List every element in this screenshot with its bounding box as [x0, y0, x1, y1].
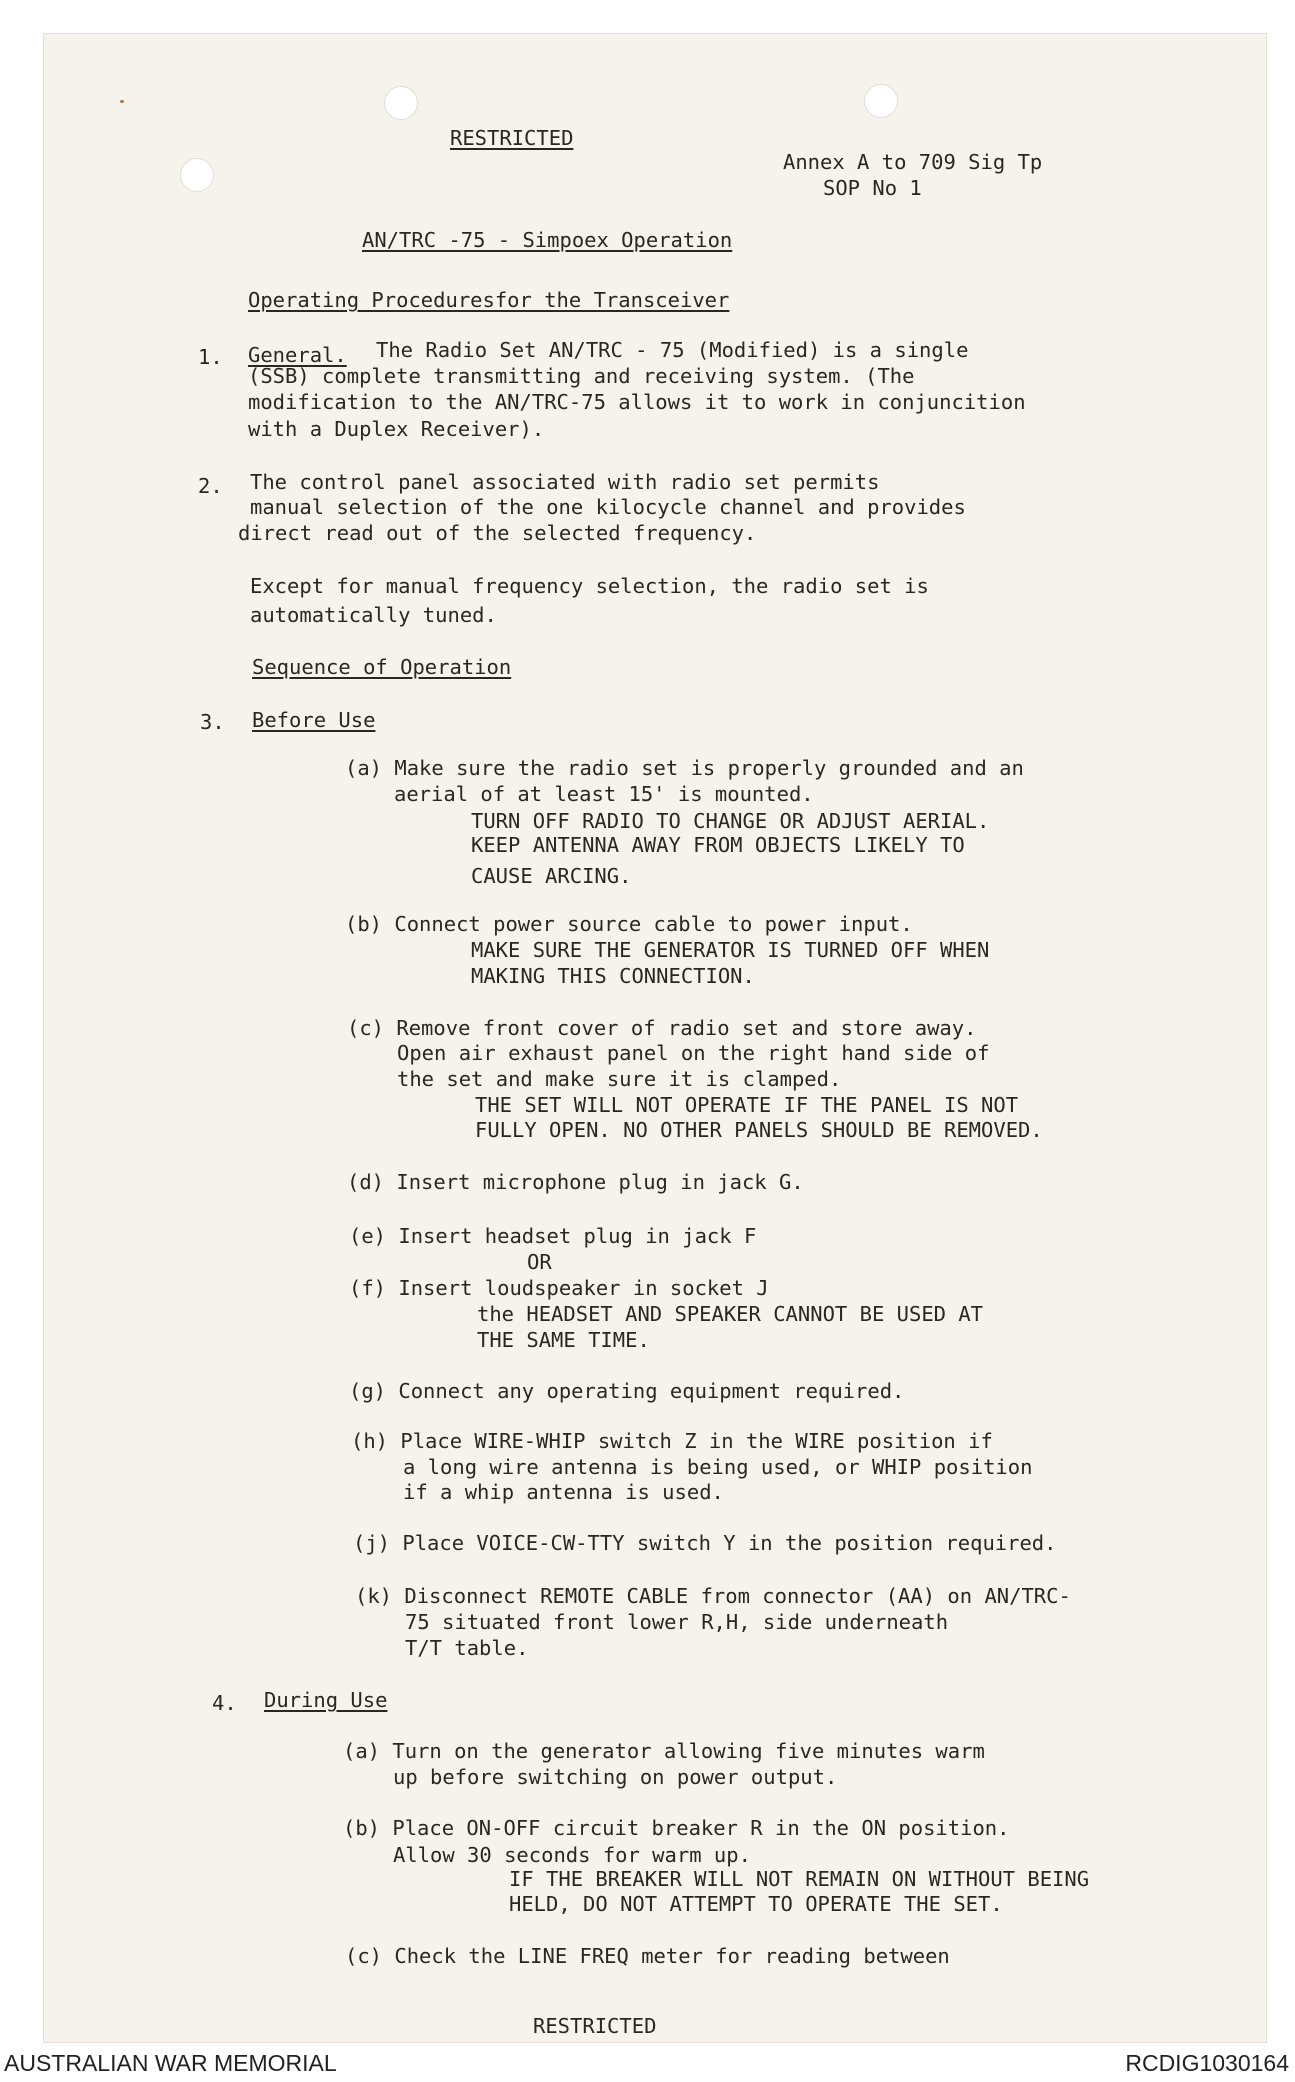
- para4-number: 4.: [212, 1691, 237, 1715]
- item-3e-or: OR: [527, 1250, 552, 1274]
- item-3f-caution: THE SAME TIME.: [477, 1328, 650, 1352]
- document-subtitle: Operating Proceduresfor the Transceiver: [248, 288, 730, 312]
- restricted-top: RESTRICTED: [450, 126, 574, 150]
- para1-line: modification to the AN/TRC-75 allows it to work in conjuncition: [248, 390, 1026, 414]
- footer-source: AUSTRALIAN WAR MEMORIAL: [4, 2050, 337, 2076]
- para2-extra: Except for manual frequency selection, the radio set is: [250, 574, 929, 598]
- para1-number: 1.: [198, 345, 223, 369]
- annex-line1: Annex A to 709 Sig Tp: [783, 150, 1043, 174]
- item-3g: (g) Connect any operating equipment required.: [349, 1379, 905, 1403]
- para2-number: 2.: [198, 474, 223, 498]
- item-3k: (k) Disconnect REMOTE CABLE from connector (AA) on AN/TRC-: [355, 1584, 1071, 1608]
- item-3a-caution: TURN OFF RADIO TO CHANGE OR ADJUST AERIAL.: [471, 809, 990, 833]
- item-3c-line: the set and make sure it is clamped.: [397, 1067, 842, 1091]
- item-3b-caution: MAKE SURE THE GENERATOR IS TURNED OFF WHEN: [471, 938, 990, 962]
- item-3a-caution: KEEP ANTENNA AWAY FROM OBJECTS LIKELY TO: [471, 833, 965, 857]
- item-3b: (b) Connect power source cable to power input.: [345, 912, 913, 936]
- paper-speck: [120, 100, 124, 103]
- item-3j: (j) Place VOICE-CW-TTY switch Y in the position required.: [353, 1531, 1057, 1555]
- restricted-bottom-clip: [533, 2014, 683, 2038]
- item-3c: (c) Remove front cover of radio set and store away.: [347, 1016, 977, 1040]
- para1-line: (SSB) complete transmitting and receiving system. (The: [248, 364, 915, 388]
- footer-id: RCDIG1030164: [1125, 2050, 1289, 2076]
- para4-heading: During Use: [264, 1688, 388, 1712]
- item-4b-caution: IF THE BREAKER WILL NOT REMAIN ON WITHOUT BEING: [509, 1867, 1090, 1891]
- item-3k-line: 75 situated front lower R,H, side underneath: [405, 1610, 949, 1634]
- para2-line: direct read out of the selected frequency.: [238, 521, 757, 545]
- item-3c-caution: THE SET WILL NOT OPERATE IF THE PANEL IS NOT: [475, 1093, 1019, 1117]
- restricted-bottom: RESTRICTED: [533, 2014, 657, 2038]
- punch-hole: [864, 84, 898, 118]
- para1-line: with a Duplex Receiver).: [248, 417, 545, 441]
- sequence-heading: Sequence of Operation: [252, 655, 512, 679]
- para3-heading: Before Use: [252, 708, 376, 732]
- para2-line: The control panel associated with radio set permits: [250, 470, 880, 494]
- item-4b-line: Allow 30 seconds for warm up.: [393, 1843, 751, 1867]
- item-3f-caution: the HEADSET AND SPEAKER CANNOT BE USED AT: [477, 1302, 984, 1326]
- item-4b: (b) Place ON-OFF circuit breaker R in the ON position.: [343, 1816, 1010, 1840]
- item-3e: (e) Insert headset plug in jack F: [349, 1224, 757, 1248]
- item-4a-line: up before switching on power output.: [393, 1765, 838, 1789]
- item-3a-caution: CAUSE ARCING.: [471, 864, 632, 888]
- item-3c-line: Open air exhaust panel on the right hand side of: [397, 1041, 990, 1065]
- item-3h-line: if a whip antenna is used.: [403, 1480, 724, 1504]
- item-3a-line: aerial of at least 15' is mounted.: [394, 782, 814, 806]
- para2-extra: automatically tuned.: [250, 603, 497, 627]
- annex-line2: SOP No 1: [823, 176, 922, 200]
- para1-line: The Radio Set AN/TRC - 75 (Modified) is a single: [376, 338, 969, 362]
- item-4a: (a) Turn on the generator allowing five minutes warm: [343, 1739, 985, 1763]
- item-3h: (h) Place WIRE-WHIP switch Z in the WIRE position if: [351, 1429, 993, 1453]
- para3-number: 3.: [200, 710, 225, 734]
- para2-line: manual selection of the one kilocycle channel and provides: [250, 495, 966, 519]
- item-3h-line: a long wire antenna is being used, or WHIP position: [403, 1455, 1033, 1479]
- punch-hole: [180, 158, 214, 192]
- para1-heading: General.: [248, 343, 347, 367]
- item-3d: (d) Insert microphone plug in jack G.: [347, 1170, 804, 1194]
- document-title: AN/TRC -75 - Simpoex Operation: [362, 228, 733, 252]
- item-3f: (f) Insert loudspeaker in socket J: [349, 1276, 769, 1300]
- item-3c-caution: FULLY OPEN. NO OTHER PANELS SHOULD BE REMOVED.: [475, 1118, 1043, 1142]
- item-4c: (c) Check the LINE FREQ meter for reading between: [345, 1944, 950, 1968]
- item-3k-line: T/T table.: [405, 1636, 529, 1660]
- punch-hole: [384, 86, 418, 120]
- item-3a: (a) Make sure the radio set is properly grounded and an: [345, 756, 1024, 780]
- item-3b-caution: MAKING THIS CONNECTION.: [471, 964, 755, 988]
- item-4b-caution: HELD, DO NOT ATTEMPT TO OPERATE THE SET.: [509, 1892, 1003, 1916]
